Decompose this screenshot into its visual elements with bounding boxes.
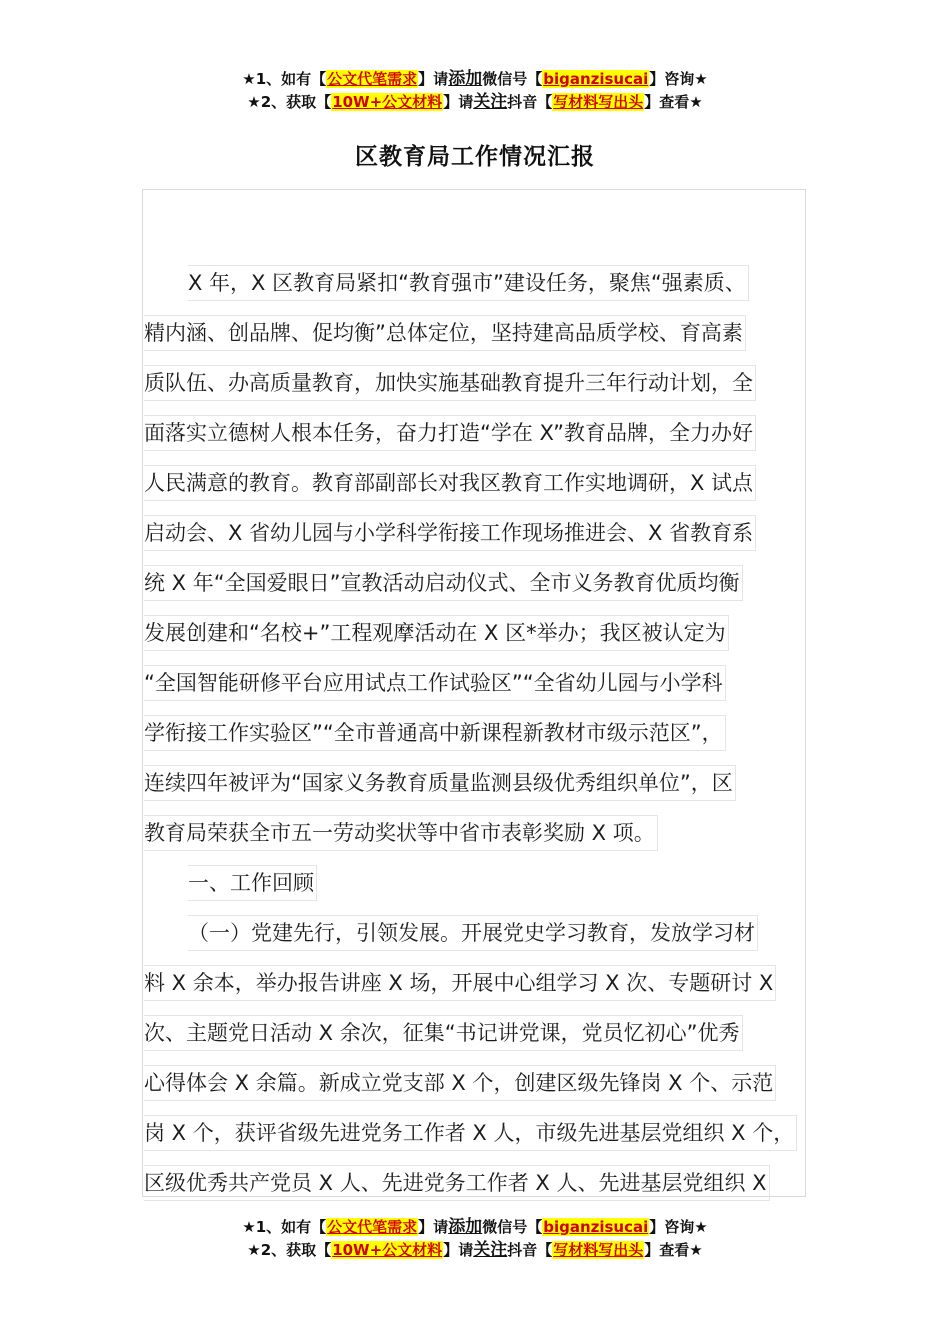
text-line bbox=[144, 958, 809, 1008]
promo-emphasis: 关注 bbox=[473, 92, 508, 112]
text-line-content: 学衔接工作实验区”“全市普通高中新课程新教材市级示范区”， bbox=[144, 715, 726, 751]
promo-highlight: 10W+公文材料 bbox=[332, 1241, 443, 1259]
promo-douyin-id: 写材料写出头 bbox=[553, 1241, 644, 1259]
text-line bbox=[144, 458, 809, 508]
promo-text: 】请 bbox=[443, 93, 474, 111]
promo-text: ★2、获取【 bbox=[247, 1241, 332, 1259]
text-line bbox=[144, 908, 809, 958]
promo-wechat-id: biganzisucai bbox=[543, 70, 649, 88]
promo-text: 抖音【 bbox=[507, 93, 553, 111]
promo-text: ★1、如有【 bbox=[242, 70, 327, 88]
promo-text: 】查看★ bbox=[644, 1241, 703, 1259]
text-line-content: 统 X 年“全国爱眼日”宣教活动启动仪式、全市义务教育优质均衡 bbox=[144, 565, 743, 601]
promo-text: 】咨询★ bbox=[649, 70, 708, 88]
text-line-content: “全国智能研修平台应用试点工作试验区”“全省幼儿园与小学科 bbox=[144, 665, 726, 701]
text-line-content: 心得体会 X 余篇。新成立党支部 X 个，创建区级先锋岗 X 个、示范 bbox=[144, 1065, 776, 1101]
text-line-content: 料 X 余本，举办报告讲座 X 场，开展中心组学习 X 次、专题研讨 X bbox=[144, 965, 776, 1001]
text-line bbox=[144, 858, 809, 908]
promo-text: ★2、获取【 bbox=[247, 93, 332, 111]
text-line-content: X 年，X 区教育局紧扣“教育强市”建设任务，聚焦“强素质、 bbox=[188, 265, 749, 301]
promo-emphasis: 添加 bbox=[448, 69, 483, 89]
promo-text: 】请 bbox=[418, 1218, 449, 1236]
text-line-content: 连续四年被评为“国家义务教育质量监测县级优秀组织单位”，区 bbox=[144, 765, 736, 801]
text-line-content: 区级优秀共产党员 X 人、先进党务工作者 X 人、先进基层党组织 X bbox=[144, 1165, 770, 1201]
text-line bbox=[144, 1108, 809, 1158]
text-line bbox=[144, 808, 809, 858]
promo-text: 抖音【 bbox=[507, 1241, 553, 1259]
text-line bbox=[144, 658, 809, 708]
text-line bbox=[144, 258, 809, 308]
text-line-content: 质队伍、办高质量教育，加快实施基础教育提升三年行动计划，全 bbox=[144, 365, 756, 401]
document-title: 区教育局工作情况汇报 bbox=[355, 144, 595, 170]
promo-text: ★1、如有【 bbox=[242, 1218, 327, 1236]
promo-line-2 bbox=[0, 1239, 950, 1262]
promo-text: 】查看★ bbox=[644, 93, 703, 111]
promo-line-1 bbox=[0, 1216, 950, 1239]
promo-header bbox=[0, 68, 950, 114]
paragraph bbox=[144, 908, 809, 1208]
text-line bbox=[144, 1008, 809, 1058]
text-line-content: 教育局荣获全市五一劳动奖状等中省市表彰奖励 X 项。 bbox=[144, 815, 658, 851]
promo-text: 微信号【 bbox=[482, 70, 543, 88]
text-line-content: 岗 X 个，获评省级先进党务工作者 X 人，市级先进基层党组织 X 个， bbox=[144, 1115, 797, 1151]
document-body bbox=[144, 258, 809, 1208]
promo-text: 微信号【 bbox=[482, 1218, 543, 1236]
promo-wechat-id: biganzisucai bbox=[543, 1218, 649, 1236]
text-line-content: （一）党建先行，引领发展。开展党史学习教育，发放学习材 bbox=[188, 915, 758, 951]
text-line bbox=[144, 408, 809, 458]
promo-emphasis: 添加 bbox=[448, 1217, 483, 1237]
promo-highlight: 公文代笔需求 bbox=[327, 1218, 418, 1236]
text-line bbox=[144, 708, 809, 758]
text-line-content: 精内涵、创品牌、促均衡”总体定位，坚持建高品质学校、育高素 bbox=[144, 315, 746, 351]
promo-highlight: 公文代笔需求 bbox=[327, 70, 418, 88]
text-line bbox=[144, 358, 809, 408]
text-line-content: 一、工作回顾 bbox=[188, 865, 317, 901]
text-line bbox=[144, 1058, 809, 1108]
paragraph bbox=[144, 258, 809, 858]
text-line-content: 人民满意的教育。教育部副部长对我区教育工作实地调研，X 试点 bbox=[144, 465, 756, 501]
section-heading bbox=[144, 858, 809, 908]
text-line-content: 发展创建和“名校+”工程观摩活动在 X 区*举办；我区被认定为 bbox=[144, 615, 729, 651]
text-line bbox=[144, 608, 809, 658]
text-line bbox=[144, 558, 809, 608]
text-line bbox=[144, 508, 809, 558]
promo-footer bbox=[0, 1216, 950, 1262]
text-line bbox=[144, 1158, 809, 1208]
promo-line-1 bbox=[0, 68, 950, 91]
text-line-content: 面落实立德树人根本任务，奋力打造“学在 X”教育品牌，全力办好 bbox=[144, 415, 756, 451]
text-line bbox=[144, 308, 809, 358]
text-line-content: 启动会、X 省幼儿园与小学科学衔接工作现场推进会、X 省教育系 bbox=[144, 515, 756, 551]
promo-text: 】咨询★ bbox=[649, 1218, 708, 1236]
promo-douyin-id: 写材料写出头 bbox=[553, 93, 644, 111]
text-line-content: 次、主题党日活动 X 余次，征集“书记讲党课，党员忆初心”优秀 bbox=[144, 1015, 743, 1051]
promo-highlight: 10W+公文材料 bbox=[332, 93, 443, 111]
promo-text: 】请 bbox=[418, 70, 449, 88]
promo-emphasis: 关注 bbox=[473, 1240, 508, 1260]
promo-line-2 bbox=[0, 91, 950, 114]
text-line bbox=[144, 758, 809, 808]
promo-text: 】请 bbox=[443, 1241, 474, 1259]
